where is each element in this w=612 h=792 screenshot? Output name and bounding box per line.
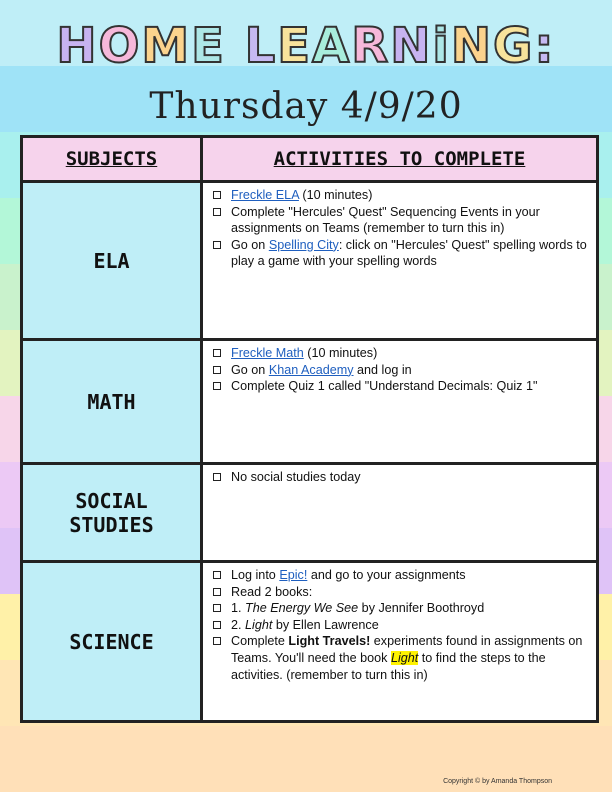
- list-item: Complete Light Travels! experiments found in assignments on Teams. You'll need the book Light to find the steps to the activities. (remember to turn this in): [211, 633, 590, 683]
- list-item: Complete "Hercules' Quest" Sequencing Events in your assignments on Teams (remember to turn this in): [211, 204, 590, 237]
- list-item: No social studies today: [211, 469, 590, 486]
- page-title: [0, 18, 612, 74]
- title-letter: R: [351, 18, 391, 74]
- activities-math: [202, 340, 598, 464]
- activities-ela: [202, 182, 598, 340]
- spelling-city-link[interactable]: Spelling City: [268, 237, 339, 252]
- table-header-row: [22, 137, 598, 182]
- title-letter: A: [312, 18, 352, 74]
- highlighted-text: Light: [390, 650, 419, 665]
- list-item: Log into Epic! and go to your assignments: [211, 567, 590, 584]
- copyright-notice: Copyright © by Amanda Thompson: [443, 778, 552, 785]
- checkbox-icon[interactable]: [213, 366, 221, 374]
- list-item: Freckle Math (10 minutes): [211, 345, 590, 362]
- title-letter: G: [492, 18, 535, 74]
- title-letter: O: [98, 18, 142, 74]
- checkbox-icon[interactable]: [213, 571, 221, 579]
- activities-science: [202, 562, 598, 722]
- page-date: Thursday 4/9/20: [149, 86, 463, 127]
- activities-header: ACTIVITIES TO COMPLETE: [202, 137, 598, 182]
- activities-social-studies: [202, 464, 598, 562]
- table-row-ela: [22, 182, 598, 340]
- subject-math: MATH: [22, 340, 202, 464]
- checkbox-icon[interactable]: [213, 382, 221, 390]
- title-letter: L: [244, 18, 278, 74]
- title-letter: i: [432, 18, 451, 74]
- freckle-math-link[interactable]: Freckle Math: [231, 346, 304, 360]
- checkbox-icon[interactable]: [213, 604, 221, 612]
- subjects-header: SUBJECTS: [22, 137, 202, 182]
- epic-link[interactable]: Epic!: [279, 568, 308, 582]
- list-item: Read 2 books:: [211, 584, 590, 601]
- checkbox-icon[interactable]: [213, 621, 221, 629]
- checkbox-icon[interactable]: [213, 241, 221, 249]
- title-letter: N: [390, 18, 433, 74]
- table-row-science: [22, 562, 598, 722]
- subject-social-studies: SOCIAL STUDIES: [22, 464, 202, 562]
- title-letter: N: [450, 18, 493, 74]
- freckle-ela-link[interactable]: Freckle ELA: [231, 188, 299, 202]
- checkbox-icon[interactable]: [213, 637, 221, 645]
- checkbox-icon[interactable]: [213, 473, 221, 481]
- title-letter: :: [534, 18, 556, 74]
- title-letter: E: [191, 18, 226, 74]
- subject-ela: ELA: [22, 182, 202, 340]
- subject-science: SCIENCE: [22, 562, 202, 722]
- title-letter: [226, 18, 245, 74]
- checkbox-icon[interactable]: [213, 191, 221, 199]
- title-letter: E: [277, 18, 313, 74]
- list-item: Go on Khan Academy and log in: [211, 362, 590, 379]
- checkbox-icon[interactable]: [213, 208, 221, 216]
- title-letter: H: [56, 18, 99, 74]
- table-row-social-studies: [22, 464, 598, 562]
- activities-table: [20, 135, 599, 723]
- list-item: Complete Quiz 1 called "Understand Decimals: Quiz 1": [211, 378, 590, 395]
- table-row-math: [22, 340, 598, 464]
- title-letter: M: [141, 18, 192, 74]
- checkbox-icon[interactable]: [213, 588, 221, 596]
- khan-academy-link[interactable]: Khan Academy: [268, 362, 354, 377]
- list-item: 1. The Energy We See by Jennifer Boothroyd: [211, 600, 590, 617]
- list-item: Go on Spelling City: click on "Hercules' Quest" spelling words to play a game with your spelling words: [211, 237, 590, 270]
- list-item: Freckle ELA (10 minutes): [211, 187, 590, 204]
- list-item: 2. Light by Ellen Lawrence: [211, 617, 590, 634]
- checkbox-icon[interactable]: [213, 349, 221, 357]
